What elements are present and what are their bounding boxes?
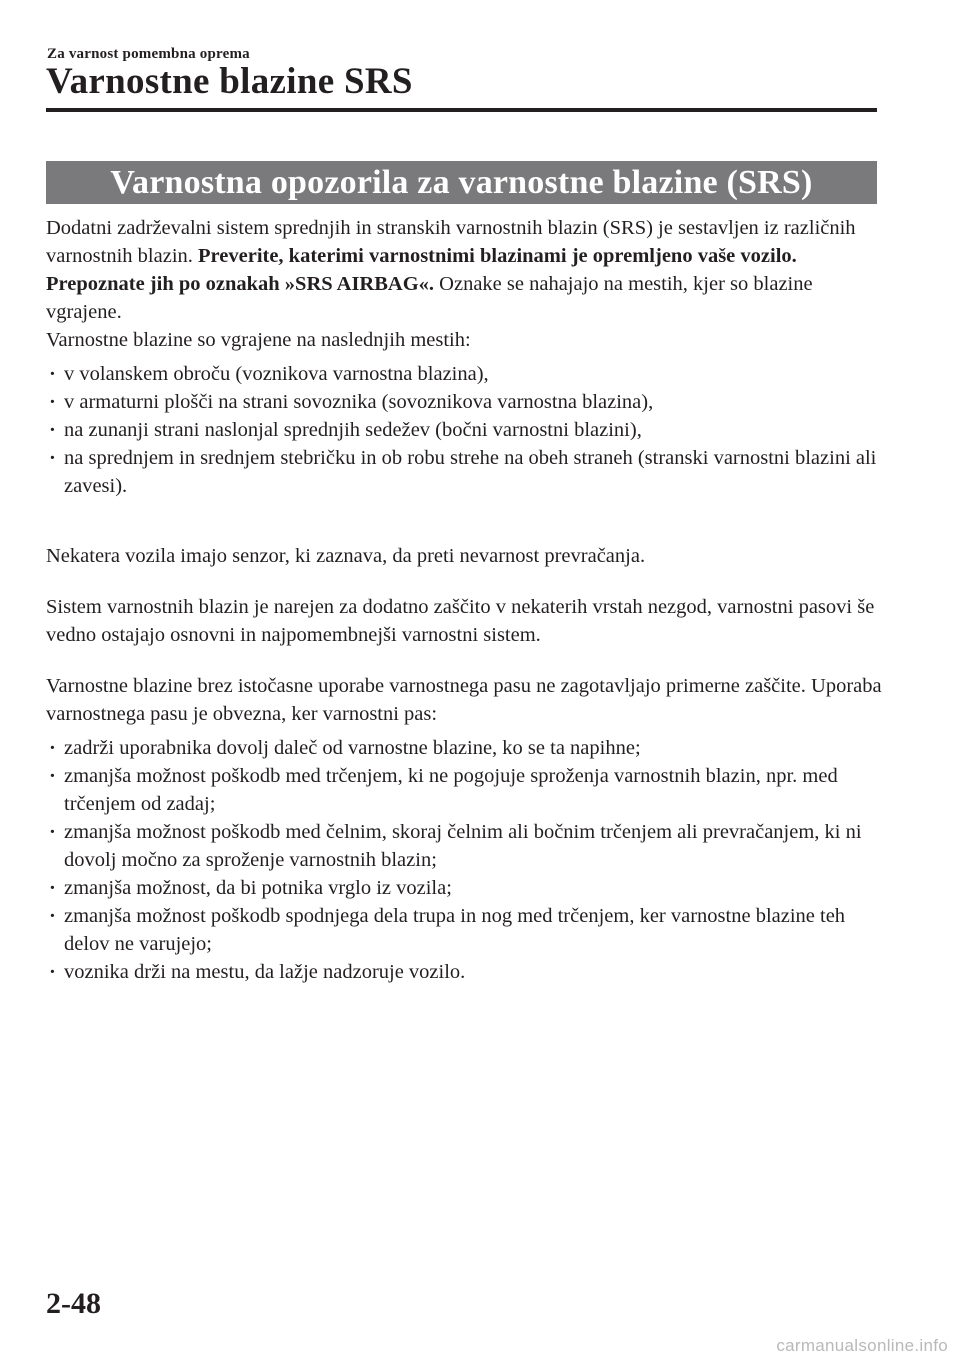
page-number: 2-48 <box>46 1287 101 1320</box>
page-content <box>46 214 886 986</box>
list-item <box>46 902 886 958</box>
list-item-text: zadrži uporabnika dovolj daleč od varnostne blazine, ko se ta napihne; <box>64 737 641 759</box>
list-item-text: v volanskem obroču (voznikova varnostna blazina), <box>64 363 489 385</box>
bullet-icon: · <box>49 765 56 787</box>
list-item-text: voznika drži na mestu, da lažje nadzoruje vozilo. <box>64 961 466 983</box>
intro-text: Dodatni zadrževalni sistem sprednjih in stranskih varnostnih blazin (SRS) je sestavljen iz različnih varnostnih blazin. <box>46 217 856 267</box>
list-item-text: zmanjša možnost poškodb med čelnim, skoraj čelnim ali bočnim trčenjem ali prevračanjem, ki ni dovolj močno za sproženje varnostnih blazin; <box>64 821 862 871</box>
bullet-icon: · <box>49 419 56 441</box>
bullet-icon: · <box>49 961 56 983</box>
bullet-icon: · <box>49 391 56 413</box>
list-item <box>46 416 886 444</box>
bullet-icon: · <box>49 877 56 899</box>
bullet-icon: · <box>49 737 56 759</box>
system-paragraph: Sistem varnostnih blazin je narejen za dodatno zaščito v nekaterih vrstah nezgod, varnostni pasovi še vedno ostajajo osnovni in najpomembnejši varnostni sistem. <box>46 596 875 646</box>
page-title: Varnostne blazine SRS <box>46 61 413 102</box>
bullet-icon: · <box>49 447 56 469</box>
intro-text-after: Oznake se nahajajo na mestih, kjer so blazine vgrajene. <box>46 273 813 323</box>
intro-paragraph <box>46 214 886 326</box>
list-item <box>46 360 886 388</box>
belt-reasons-list <box>46 734 886 986</box>
list-item-text: zmanjša možnost poškodb spodnjega dela trupa in nog med trčenjem, ker varnostne blazine teh delov ne varujejo; <box>64 905 846 955</box>
section-header: Za varnost pomembna oprema <box>47 46 250 62</box>
list-item <box>46 762 886 818</box>
locations-list <box>46 360 886 500</box>
list-item <box>46 818 886 874</box>
list-item <box>46 444 886 500</box>
bullet-icon: · <box>49 821 56 843</box>
list-item-text: zmanjša možnost, da bi potnika vrglo iz vozila; <box>64 877 452 899</box>
list-item-text: zmanjša možnost poškodb med trčenjem, ki ne pogojuje sproženja varnostnih blazin, npr. med trčenjem od zadaj; <box>64 765 838 815</box>
list-item-text: v armaturni plošči na strani sovoznika (sovoznikova varnostna blazina), <box>64 391 654 413</box>
locations-intro: Varnostne blazine so vgrajene na naslednjih mestih: <box>46 329 471 351</box>
bullet-icon: · <box>49 905 56 927</box>
list-item <box>46 958 886 986</box>
belt-paragraph: Varnostne blazine brez istočasne uporabe varnostnega pasu ne zagotavljajo primerne zaščite. Uporaba varnostnega pasu je obvezna, ker varnostni pas: <box>46 675 882 725</box>
watermark: carmanualsonline.info <box>776 1336 948 1355</box>
list-item <box>46 734 886 762</box>
list-item <box>46 388 886 416</box>
section-banner: Varnostna opozorila za varnostne blazine (SRS) <box>46 161 877 204</box>
list-item-text: na zunanji strani naslonjal sprednjih sedežev (bočni varnostni blazini), <box>64 419 642 441</box>
intro-bold-text: Preverite, katerimi varnostnimi blazinami je opremljeno vaše vozilo. Prepoznate jih po oznakah »SRS AIRBAG«. <box>46 245 797 295</box>
list-item-text: na sprednjem in srednjem stebričku in ob robu strehe na obeh straneh (stranski varnostni blazini ali zavesi). <box>64 447 877 497</box>
header-divider <box>46 108 877 112</box>
list-item <box>46 874 886 902</box>
sensor-paragraph: Nekatera vozila imajo senzor, ki zaznava, da preti nevarnost prevračanja. <box>46 545 646 567</box>
bullet-icon: · <box>49 363 56 385</box>
